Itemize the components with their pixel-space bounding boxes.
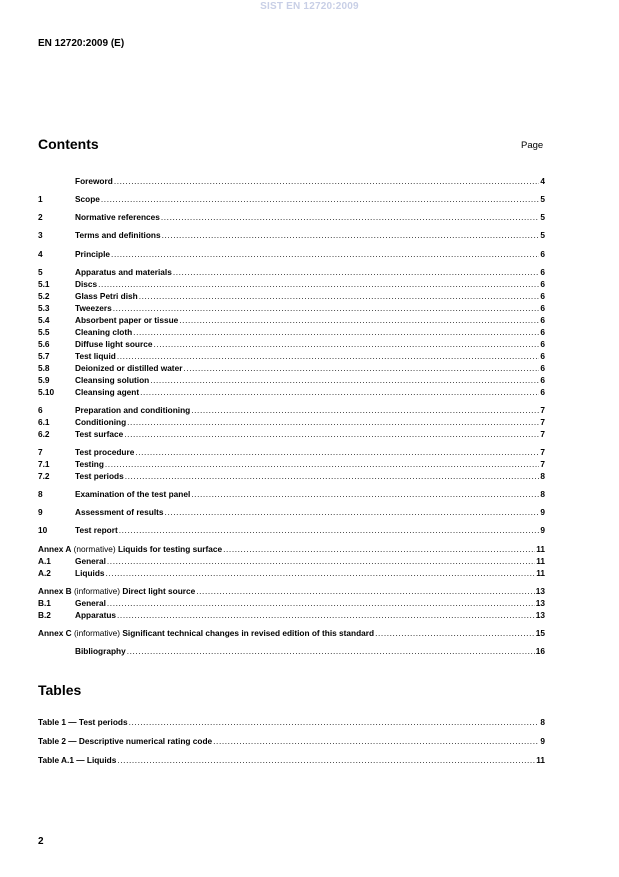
- toc-entry-page: 4: [540, 176, 545, 186]
- toc-entry-title: Assessment of results: [75, 507, 164, 517]
- toc-entry-title: Apparatus: [75, 610, 117, 620]
- annex-label: Annex A: [38, 544, 72, 554]
- dot-leader: [191, 404, 539, 416]
- toc-entry-page: 6: [540, 375, 545, 385]
- toc-entry-title-group: [75, 229, 161, 241]
- toc-entry[interactable]: [38, 314, 545, 326]
- toc-entry[interactable]: [38, 362, 545, 374]
- toc-entry-title-group: [75, 175, 113, 187]
- toc-entry-title: Principle: [75, 249, 111, 259]
- table-entry-title: Table A.1 — Liquids: [38, 755, 117, 765]
- toc-entry-number: 6.1: [38, 417, 50, 427]
- table-entry-title: Table 1 — Test periods: [38, 717, 128, 727]
- toc-entry[interactable]: [38, 543, 545, 555]
- dot-leader: [117, 609, 535, 621]
- page-number: 2: [38, 836, 44, 847]
- toc-entry[interactable]: [38, 302, 545, 314]
- toc-entry-page: 5: [540, 212, 545, 222]
- dot-leader: [117, 350, 540, 362]
- contents-heading: Contents: [38, 136, 99, 152]
- toc-entry-title-group: [75, 314, 178, 326]
- dot-leader: [125, 470, 540, 482]
- toc-entry[interactable]: [38, 506, 545, 518]
- toc-entry-page: 7: [540, 405, 545, 415]
- watermark: SIST EN 12720:2009: [260, 1, 359, 12]
- dot-leader: [196, 585, 535, 597]
- toc-entry[interactable]: [38, 488, 545, 500]
- toc-entry-title-group: [75, 567, 105, 579]
- toc-entry-number: 5.8: [38, 363, 50, 373]
- toc-entry[interactable]: [38, 229, 545, 241]
- annex-type: (informative): [71, 628, 123, 638]
- table-entry-page: 8: [540, 717, 545, 727]
- toc-entry-title-group: [75, 416, 126, 428]
- dot-leader: [191, 488, 539, 500]
- toc-entry-number: 7: [38, 447, 43, 457]
- toc-entry[interactable]: [38, 290, 545, 302]
- dot-leader: [139, 290, 540, 302]
- toc-entry-number: 5.3: [38, 303, 50, 313]
- toc-entry[interactable]: [38, 555, 545, 567]
- toc-entry-title: Tweezers: [75, 303, 112, 313]
- toc-entry[interactable]: [38, 338, 545, 350]
- toc-entry-title: Bibliography: [75, 646, 126, 656]
- toc-entry-number: 5.10: [38, 387, 55, 397]
- page-column-label: Page: [521, 140, 544, 151]
- toc-entry[interactable]: [38, 585, 545, 597]
- toc-entry-page: 7: [540, 429, 545, 439]
- dot-leader: [101, 193, 539, 205]
- toc-entry-title-group: [75, 248, 110, 260]
- toc-entry-title: Scope: [75, 194, 100, 204]
- toc-entry-title: Glass Petri dish: [75, 291, 138, 301]
- toc-entry-title-group: [75, 597, 106, 609]
- dot-leader: [213, 735, 539, 747]
- toc-entry-number: 2: [38, 212, 43, 222]
- toc-entry[interactable]: [38, 374, 545, 386]
- toc-entry-title: General: [75, 598, 106, 608]
- toc-entry-title-group: [75, 302, 112, 314]
- toc-entry-number: 6: [38, 405, 43, 415]
- dot-leader: [129, 716, 540, 728]
- toc-entry[interactable]: [38, 627, 545, 639]
- dot-leader: [135, 446, 539, 458]
- toc-entry-number: 5.4: [38, 315, 50, 325]
- annex-label: Annex B: [38, 586, 72, 596]
- toc-entry-title: Liquids: [75, 568, 105, 578]
- toc-entry-title: Test periods: [75, 471, 124, 481]
- toc-entry-title-group: [75, 193, 100, 205]
- toc-entry[interactable]: [38, 326, 545, 338]
- toc-entry-title-group: [75, 362, 182, 374]
- toc-entry-title: Absorbent paper or tissue: [75, 315, 179, 325]
- toc-entry-number: 5.7: [38, 351, 50, 361]
- toc-entry-title-group: [75, 524, 118, 536]
- toc-entry-number: B.2: [38, 610, 51, 620]
- dot-leader: [98, 278, 539, 290]
- table-entry[interactable]: [38, 754, 545, 766]
- dot-leader: [127, 645, 535, 657]
- toc-entry-page: 11: [536, 556, 545, 566]
- toc-entry[interactable]: [38, 416, 545, 428]
- toc-entry-page: 6: [540, 387, 545, 397]
- dot-leader: [375, 627, 535, 639]
- toc-entry-number: 3: [38, 230, 43, 240]
- annex-type: (normative): [71, 544, 118, 554]
- toc-entry-number: 5.1: [38, 279, 50, 289]
- toc-entry[interactable]: [38, 211, 545, 223]
- toc-entry-title-group: [75, 555, 106, 567]
- table-entry-page: 11: [536, 755, 545, 765]
- toc-entry-title: Apparatus and materials: [75, 267, 172, 277]
- dot-leader: [113, 302, 540, 314]
- toc-entry-number: 6.2: [38, 429, 50, 439]
- table-entry[interactable]: [38, 735, 545, 747]
- document-id: EN 12720:2009 (E): [38, 38, 125, 49]
- toc-entry[interactable]: [38, 567, 545, 579]
- toc-entry-page: 6: [540, 363, 545, 373]
- toc-entry-page: 5: [540, 194, 545, 204]
- dot-leader: [165, 506, 540, 518]
- toc-entry-title-group: [75, 266, 172, 278]
- dot-leader: [117, 754, 535, 766]
- toc-entry-title-group: [75, 506, 164, 518]
- toc-entry-number: A.1: [38, 556, 51, 566]
- toc-entry[interactable]: [38, 446, 545, 458]
- dot-leader: [105, 458, 539, 470]
- toc-entry-page: 5: [540, 230, 545, 240]
- toc-entry-number: B.1: [38, 598, 51, 608]
- toc-entry-title: Significant technical changes in revised edition of this standard: [122, 628, 375, 638]
- toc-entry-title-group: [75, 290, 138, 302]
- toc-entry-number: 5.2: [38, 291, 50, 301]
- toc-entry[interactable]: [38, 404, 545, 416]
- toc-entry[interactable]: [38, 645, 545, 657]
- toc-entry-title: Deionized or distilled water: [75, 363, 183, 373]
- toc-entry-number: 9: [38, 507, 43, 517]
- toc-entry-page: 16: [535, 646, 545, 656]
- toc-entry-page: 8: [540, 489, 545, 499]
- dot-leader: [161, 211, 540, 223]
- toc-entry-page: 6: [540, 339, 545, 349]
- toc-entry[interactable]: [38, 524, 545, 536]
- toc-entry-number: 5.9: [38, 375, 50, 385]
- toc-entry-number: 5.5: [38, 327, 50, 337]
- toc-entry-title-group: [75, 470, 124, 482]
- toc-entry-title-group: [75, 211, 160, 223]
- toc-entry-title: Liquids for testing surface: [117, 544, 223, 554]
- toc-entry-number: 7.1: [38, 459, 50, 469]
- toc-entry-page: 11: [536, 568, 545, 578]
- toc-entry-title-group: [75, 488, 190, 500]
- toc-entry-page: 8: [540, 471, 545, 481]
- toc-entry-title-group: [38, 543, 222, 555]
- dot-leader: [223, 543, 535, 555]
- dot-leader: [119, 524, 540, 536]
- dot-leader: [150, 374, 539, 386]
- annex-label: Annex C: [38, 628, 72, 638]
- toc-entry-page: 13: [535, 598, 545, 608]
- toc-entry-title-group: [75, 338, 152, 350]
- toc-entry-page: 7: [540, 447, 545, 457]
- toc-entry-title-group: [75, 350, 116, 362]
- dot-leader: [183, 362, 539, 374]
- toc-entry-title-group: [75, 645, 126, 657]
- toc-entry-title: Examination of the test panel: [75, 489, 191, 499]
- annex-type: (informative): [71, 586, 123, 596]
- toc-entry[interactable]: [38, 458, 545, 470]
- toc-entry[interactable]: [38, 350, 545, 362]
- toc-entry-page: 6: [540, 351, 545, 361]
- dot-leader: [133, 326, 539, 338]
- toc-entry-title-group: [75, 428, 123, 440]
- toc-entry-page: 6: [540, 315, 545, 325]
- toc-entry[interactable]: [38, 609, 545, 621]
- toc-entry-number: 10: [38, 525, 48, 535]
- dot-leader: [173, 266, 540, 278]
- dot-leader: [114, 175, 540, 187]
- toc-entry[interactable]: [38, 597, 545, 609]
- toc-entry-page: 11: [536, 544, 545, 554]
- toc-entry-page: 15: [535, 628, 545, 638]
- table-entry-title: Table 2 — Descriptive numerical rating code: [38, 736, 213, 746]
- dot-leader: [106, 567, 536, 579]
- toc-entry-title: Terms and definitions: [75, 230, 161, 240]
- toc-entry-title: Normative references: [75, 212, 160, 222]
- toc-entry[interactable]: [38, 428, 545, 440]
- toc-entry-title: Conditioning: [75, 417, 127, 427]
- dot-leader: [162, 229, 540, 241]
- toc-entry-number: 5.6: [38, 339, 50, 349]
- toc-entry-number: 8: [38, 489, 43, 499]
- toc-entry-page: 6: [540, 303, 545, 313]
- toc-entry-title: Diffuse light source: [75, 339, 153, 349]
- toc-entry-title-group: [75, 374, 149, 386]
- toc-entry-page: 6: [540, 291, 545, 301]
- toc-entry-title-group: [75, 386, 139, 398]
- toc-entry[interactable]: [38, 266, 545, 278]
- toc-entry[interactable]: [38, 386, 545, 398]
- dot-leader: [140, 386, 539, 398]
- toc-entry-title-group: [38, 627, 374, 639]
- toc-entry[interactable]: [38, 175, 545, 187]
- toc-entry-title-group: [75, 446, 134, 458]
- toc-entry-page: 13: [535, 610, 545, 620]
- toc-entry-title: Preparation and conditioning: [75, 405, 191, 415]
- toc-entry[interactable]: [38, 193, 545, 205]
- dot-leader: [107, 597, 535, 609]
- dot-leader: [179, 314, 539, 326]
- toc-entry[interactable]: [38, 470, 545, 482]
- dot-leader: [127, 416, 539, 428]
- toc-entry-page: 6: [540, 279, 545, 289]
- toc-entry-title: General: [75, 556, 106, 566]
- toc-entry-number: A.2: [38, 568, 51, 578]
- toc-entry-page: 9: [540, 507, 545, 517]
- toc-entry-page: 6: [540, 267, 545, 277]
- table-entry-page: 9: [540, 736, 545, 746]
- toc-entry-title-group: [75, 458, 104, 470]
- toc-entry-number: 1: [38, 194, 43, 204]
- toc-entry-title: Testing: [75, 459, 104, 469]
- toc-entry-title-group: [75, 278, 97, 290]
- toc-entry-number: 5: [38, 267, 43, 277]
- toc-entry-page: 7: [540, 417, 545, 427]
- toc-entry-title: Discs: [75, 279, 98, 289]
- toc-entry-title: Foreword: [75, 176, 113, 186]
- dot-leader: [153, 338, 539, 350]
- toc-entry-title-group: [75, 404, 190, 416]
- toc-entry[interactable]: [38, 248, 545, 260]
- toc-entry-number: 7.2: [38, 471, 50, 481]
- table-entry[interactable]: [38, 716, 545, 728]
- toc-entry-title: Test surface: [75, 429, 124, 439]
- toc-entry-title-group: [75, 326, 132, 338]
- toc-entry-number: 4: [38, 249, 43, 259]
- toc-entry-page: 7: [540, 459, 545, 469]
- toc-entry-page: 9: [540, 525, 545, 535]
- toc-entry-title: Cleansing solution: [75, 375, 150, 385]
- toc-entry-title-group: [75, 609, 116, 621]
- toc-entry-title: Test report: [75, 525, 118, 535]
- toc-entry-title-group: [38, 585, 195, 597]
- tables-heading: Tables: [38, 682, 82, 698]
- toc-entry-page: 6: [540, 249, 545, 259]
- toc-entry[interactable]: [38, 278, 545, 290]
- toc-entry-title: Test procedure: [75, 447, 135, 457]
- toc-entry-page: 13: [535, 586, 545, 596]
- dot-leader: [124, 428, 539, 440]
- toc-entry-page: 6: [540, 327, 545, 337]
- toc-entry-title: Cleaning cloth: [75, 327, 133, 337]
- toc-entry-title: Cleansing agent: [75, 387, 140, 397]
- dot-leader: [111, 248, 539, 260]
- toc-entry-title: Direct light source: [122, 586, 196, 596]
- dot-leader: [107, 555, 535, 567]
- toc-entry-title: Test liquid: [75, 351, 116, 361]
